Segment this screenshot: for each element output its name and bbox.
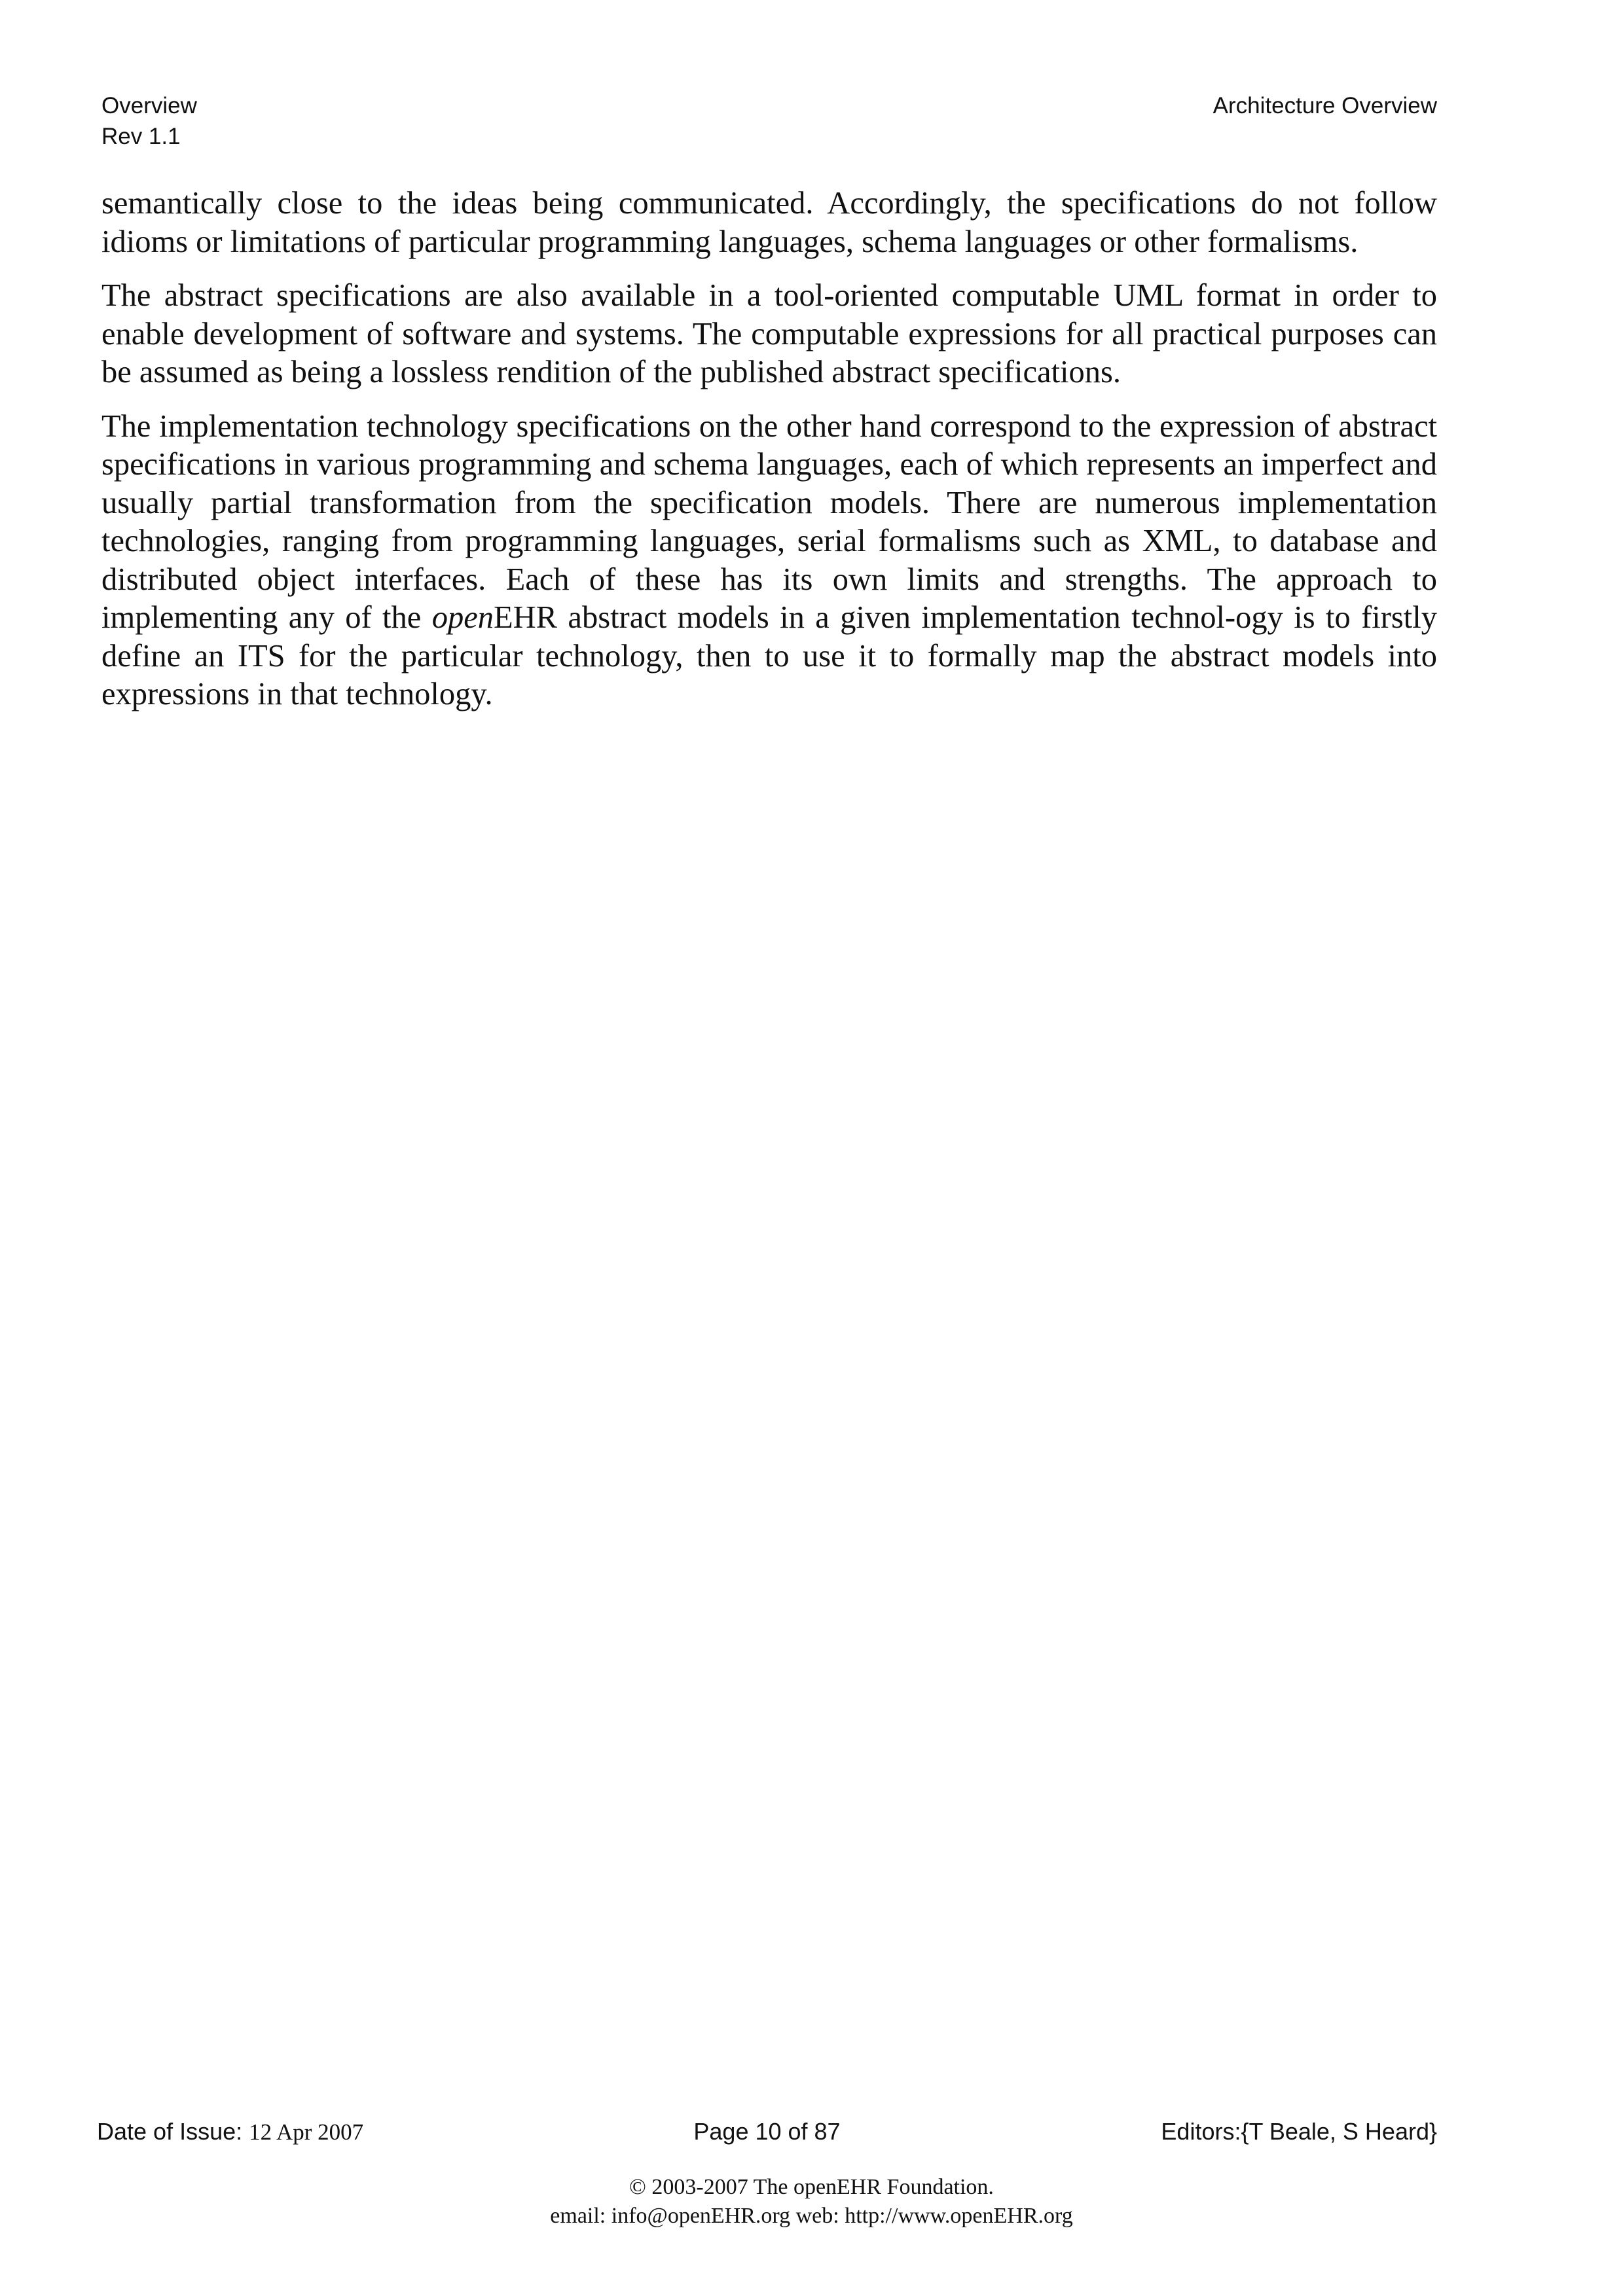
header-document-title: Architecture Overview [1213,93,1437,118]
header-section: Overview [101,93,197,118]
contact-line: email: info@openEHR.org web: http://www.openEHR.org [550,2204,1073,2228]
footer-date-label: Date of Issue: [97,2118,249,2145]
paragraph-3-emphasis: open [431,600,494,635]
page-footer [97,2115,1437,2148]
header-revision: Rev 1.1 [101,124,181,149]
footer-editors: Editors:{T Beale, S Heard} [1161,2118,1437,2145]
body-text [101,185,1437,730]
footer-date-value: 12 Apr 2007 [249,2119,364,2145]
paragraph-3-after: EHR abstract models in a given implementation technol-ogy is to firstly define an ITS for the particular technology, then to use it to formally map the abstract models into expressions in that technology. [101,600,1438,711]
footer-page-number: Page 10 of 87 [693,2118,841,2145]
footer-copyright [0,2173,1623,2231]
paragraph-3 [101,408,1437,714]
paragraph-3-before: The implementation technology specifications on the other hand correspond to the expression of abstract specifications in various programming and schema languages, each of which represents an imperfect and usually partial transformation from the specification models. There are numerous implementation technologies, ranging from programming languages, serial formalisms such as XML, to database and distributed object interfaces. Each of these has its own limits and strengths. The approach to implementing any of the [101,408,1437,635]
paragraph-2: The abstract specifications are also available in a tool-oriented computable UML format in order to enable development of software and systems. The computable expressions for all practical purposes can be assumed as being a lossless rendition of the published abstract specifications. [101,278,1437,389]
paragraph-1: semantically close to the ideas being communicated. Accordingly, the specifications do not follow idioms or limitations of particular programming languages, schema languages or other formalisms. [101,186,1437,259]
copyright-line: © 2003-2007 The openEHR Foundation. [629,2175,994,2199]
header-left [101,90,197,152]
